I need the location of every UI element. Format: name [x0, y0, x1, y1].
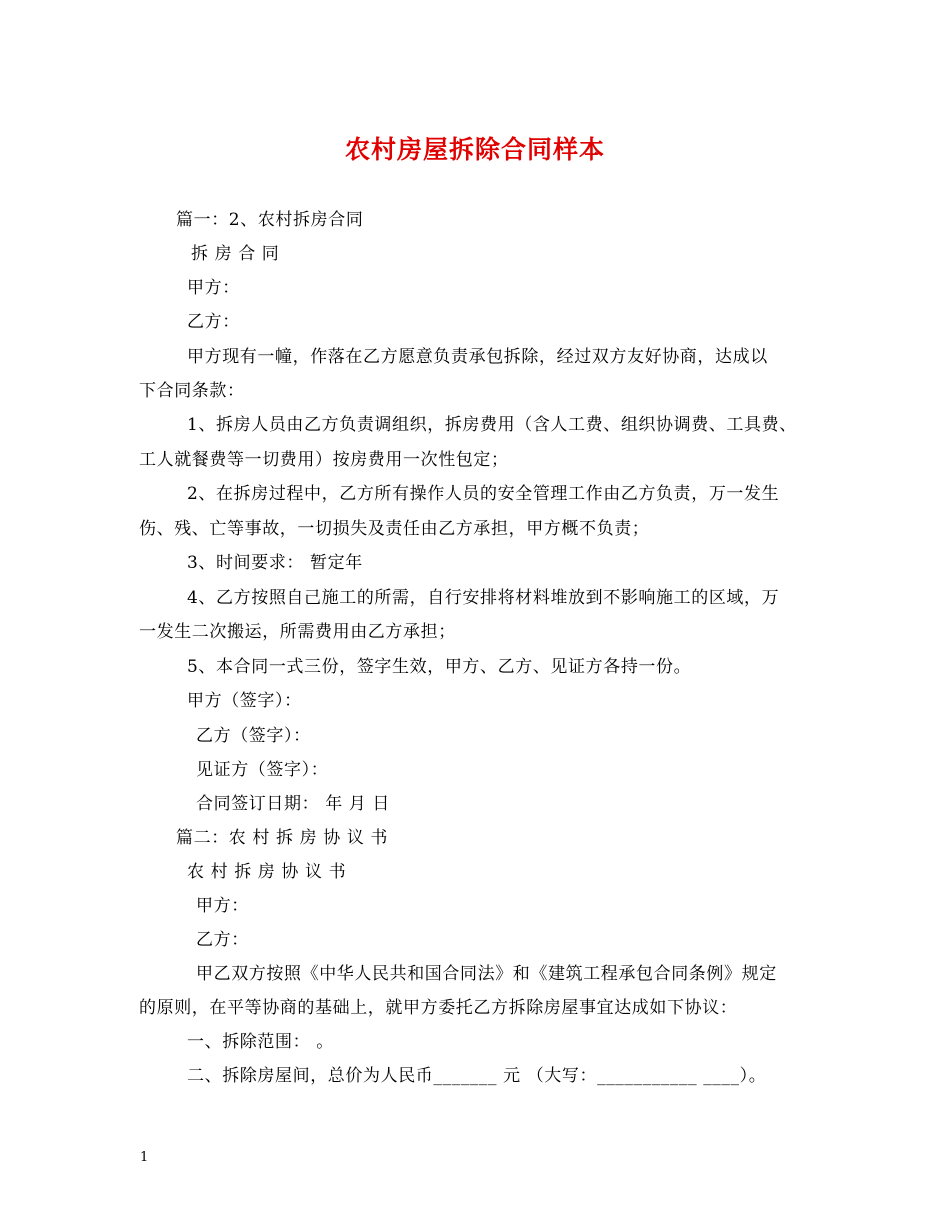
body-paragraph: 下合同条款：	[139, 381, 245, 401]
body-paragraph: 甲方现有一幢，作落在乙方愿意负责承包拆除，经过双方友好协商，达成以	[187, 347, 768, 367]
section-heading-2: 篇二：农 村 拆 房 协 议 书	[176, 828, 389, 848]
clause-3: 3、时间要求： 暂定年	[187, 553, 363, 573]
party-b-label: 乙方：	[196, 930, 249, 950]
clause-4: 4、乙方按照自己施工的所需，自行安排将材料堆放到不影响施工的区域，万	[187, 588, 780, 608]
section-heading-1: 篇一：2、农村拆房合同	[176, 210, 364, 230]
article-1: 一、拆除范围： 。	[187, 1032, 334, 1052]
article-2: 二、拆除房屋间，总价为人民币_______ 元 （大写：___________ ____）。	[187, 1066, 767, 1086]
clause-1: 1、拆房人员由乙方负责调组织，拆房费用（含人工费、组织协调费、工具费、	[187, 415, 797, 435]
document-title: 农村房屋拆除合同样本	[344, 135, 605, 164]
agreement-heading: 农 村 拆 房 协 议 书	[187, 862, 347, 882]
clause-1-continued: 工人就餐费等一切费用）按房费用一次性包定；	[139, 450, 509, 470]
party-b-signature: 乙方（签字）：	[196, 726, 311, 746]
clause-2-continued: 伤、残、亡等事故，一切损失及责任由乙方承担，甲方概不负责；	[139, 519, 650, 539]
clause-4-continued: 一发生二次搬运，所需费用由乙方承担；	[139, 622, 456, 642]
party-a-signature: 甲方（签字）：	[187, 691, 302, 711]
page-number: 1	[140, 1150, 149, 1165]
clause-2: 2、在拆房过程中，乙方所有操作人员的安全管理工作由乙方负责，万一发生	[187, 484, 780, 504]
party-a-label: 甲方：	[187, 278, 240, 298]
body-paragraph: 的原则，在平等协商的基础上，就甲方委托乙方拆除房屋事宜达成如下协议：	[139, 998, 738, 1018]
party-a-label: 甲方：	[196, 896, 249, 916]
body-paragraph: 甲乙双方按照《中华人民共和国合同法》和《建筑工程承包合同条例》规定	[196, 964, 777, 984]
contract-heading: 拆 房 合 同	[191, 244, 280, 264]
party-b-label: 乙方：	[187, 312, 240, 332]
clause-5: 5、本合同一式三份，签字生效，甲方、乙方、见证方各持一份。	[187, 657, 692, 677]
signing-date: 合同签订日期： 年 月 日	[196, 794, 391, 814]
witness-signature: 见证方（签字）：	[196, 760, 329, 780]
